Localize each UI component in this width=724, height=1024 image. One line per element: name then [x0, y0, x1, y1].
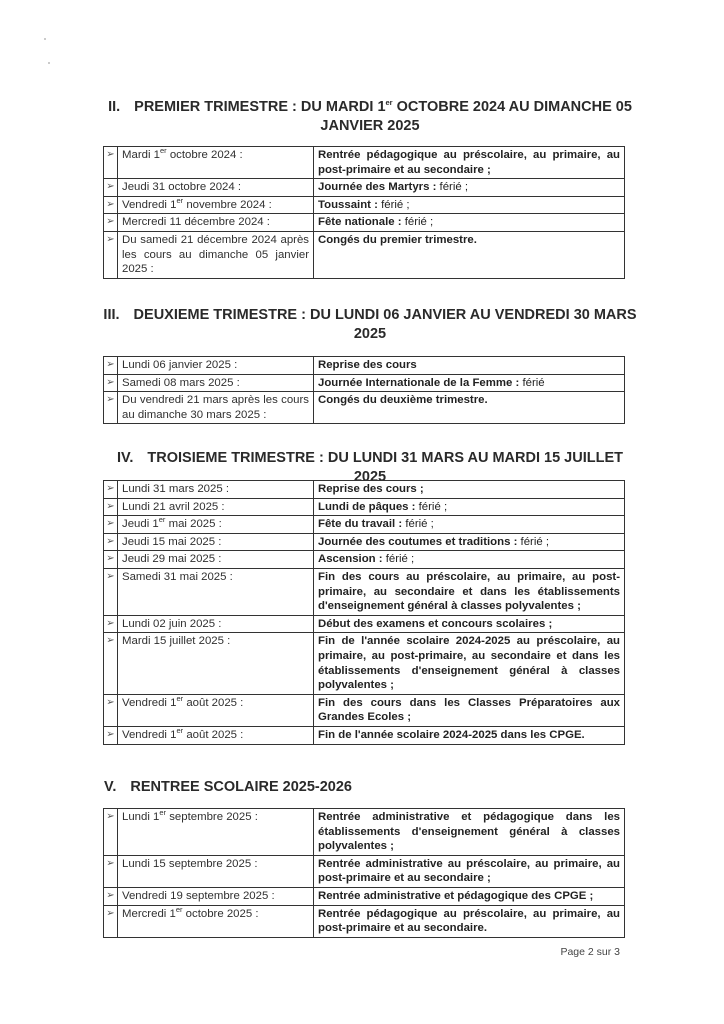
event-date-text: Jeudi 1er mai 2025 : [122, 515, 222, 531]
calendar-row [104, 551, 625, 569]
scan-speck [44, 38, 46, 40]
event-label: Rentrée pédagogique au préscolaire, au primaire, au post-primaire et au secondaire ; [318, 149, 620, 176]
event-date-text: Vendredi 1er août 2025 : [122, 693, 244, 709]
arrowhead-bullet-icon: ➢ [104, 516, 118, 534]
arrowhead-bullet-icon: ➢ [104, 551, 118, 569]
event-description [314, 568, 625, 615]
event-date-text: Du samedi 21 décembre 2024 après les cours au dimanche 05 janvier 2025 : [122, 233, 309, 276]
calendar-row [104, 533, 625, 551]
event-date-text: Samedi 31 mai 2025 : [122, 570, 233, 583]
arrowhead-bullet-icon: ➢ [104, 905, 118, 937]
scan-speck [48, 62, 50, 64]
event-description [314, 147, 625, 179]
event-description [314, 533, 625, 551]
event-date-text: Jeudi 15 mai 2025 : [122, 535, 222, 548]
event-label: Fête nationale : [318, 216, 402, 229]
calendar-row [104, 633, 625, 694]
calendar-row [104, 481, 625, 499]
event-status: férié ; [401, 216, 434, 229]
section-title-line1: PREMIER TRIMESTRE : DU MARDI 1er OCTOBRE 2024 AU DIMANCHE 05 [134, 98, 632, 115]
event-date [118, 855, 314, 887]
event-description [314, 392, 625, 424]
event-status: férié ; [382, 553, 415, 566]
event-label: Fin de l'année scolaire 2024-2025 au préscolaire, au primaire, au post-primaire, au secondaire et dans les établissements d'enseignement général à classes polyvalentes ; [318, 635, 620, 692]
calendar-row [104, 568, 625, 615]
event-date [118, 551, 314, 569]
event-status: férié ; [415, 500, 448, 513]
arrowhead-bullet-icon: ➢ [104, 196, 118, 214]
arrowhead-bullet-icon: ➢ [104, 214, 118, 232]
event-status: férié ; [402, 518, 434, 531]
event-label: Reprise des cours [318, 359, 417, 371]
arrowhead-bullet-icon: ➢ [104, 568, 118, 615]
event-label: Rentrée administrative au préscolaire, au primaire, au post-primaire et au secondaire ; [318, 857, 620, 885]
event-date-text: Lundi 1er septembre 2025 : [122, 808, 258, 823]
event-date [118, 498, 314, 516]
calendar-row [104, 214, 625, 232]
calendar-row [104, 887, 625, 905]
section-title [100, 98, 640, 136]
section-title [100, 306, 640, 344]
calendar-row [104, 694, 625, 726]
event-description [314, 481, 625, 499]
event-label: Lundi de pâques : [318, 500, 416, 513]
event-description [314, 214, 625, 232]
event-description [314, 374, 625, 392]
event-description [314, 726, 625, 744]
event-date-text: Du vendredi 21 mars après les cours au dimanche 30 mars 2025 : [122, 394, 309, 421]
event-date [118, 809, 314, 856]
calendar-row [104, 615, 625, 633]
section-number: II. [108, 99, 121, 115]
calendar-row [104, 809, 625, 856]
event-date-text: Mardi 15 juillet 2025 : [122, 635, 231, 648]
event-date-text: Jeudi 29 mai 2025 : [122, 553, 222, 566]
arrowhead-bullet-icon: ➢ [104, 855, 118, 887]
event-date-text: Lundi 31 mars 2025 : [122, 483, 230, 495]
event-label: Ascension : [318, 553, 383, 566]
event-label: Journée des coutumes et traditions : [318, 535, 518, 548]
arrowhead-bullet-icon: ➢ [104, 179, 118, 197]
event-date-text: Mercredi 1er octobre 2025 : [122, 904, 259, 920]
event-label: Fête du travail : [318, 518, 403, 531]
event-date [118, 694, 314, 726]
arrowhead-bullet-icon: ➢ [104, 481, 118, 499]
arrowhead-bullet-icon: ➢ [104, 533, 118, 551]
event-date-text: Vendredi 1er août 2025 : [122, 726, 244, 741]
event-label: Rentrée administrative et pédagogique dans les établissements d'enseignement général à classes polyvalentes ; [318, 811, 620, 853]
event-description [314, 905, 625, 937]
event-date [118, 615, 314, 633]
arrowhead-bullet-icon: ➢ [104, 231, 118, 278]
event-date [118, 633, 314, 694]
page-number: Page 2 sur 3 [560, 946, 620, 958]
calendar-table-trimester-3 [103, 480, 625, 745]
arrowhead-bullet-icon: ➢ [104, 147, 118, 179]
event-status: férié ; [517, 535, 550, 548]
event-status: férié [519, 376, 545, 389]
event-date [118, 392, 314, 424]
calendar-row [104, 196, 625, 214]
event-date [118, 726, 314, 744]
event-description [314, 809, 625, 856]
calendar-row [104, 855, 625, 887]
calendar-table-rentree [103, 808, 625, 938]
arrowhead-bullet-icon: ➢ [104, 392, 118, 424]
event-description [314, 694, 625, 726]
event-date [118, 214, 314, 232]
arrowhead-bullet-icon: ➢ [104, 498, 118, 516]
event-description [314, 855, 625, 887]
event-label: Reprise des cours ; [318, 483, 424, 495]
section-title-line1: TROISIEME TRIMESTRE : DU LUNDI 31 MARS AU MARDI 15 JUILLET 2025 [147, 450, 623, 485]
calendar-row [104, 357, 625, 375]
calendar-row [104, 392, 625, 424]
event-description [314, 498, 625, 516]
section-title-line1: RENTREE SCOLAIRE 2025-2026 [130, 779, 352, 795]
event-date [118, 568, 314, 615]
calendar-row [104, 147, 625, 179]
event-date [118, 357, 314, 375]
event-label: Journée des Martyrs : [318, 181, 437, 194]
event-status: férié ; [377, 198, 410, 211]
section-title-line1: DEUXIEME TRIMESTRE : DU LUNDI 06 JANVIER AU VENDREDI 30 MARS [133, 307, 637, 323]
event-label: Rentrée pédagogique au préscolaire, au primaire, au post-primaire et au secondaire. [318, 907, 620, 935]
section-title-line2: JANVIER 2025 [320, 118, 420, 134]
event-description [314, 179, 625, 197]
section-title-line2: 2025 [353, 326, 387, 342]
event-description [314, 357, 625, 375]
calendar-row [104, 374, 625, 392]
event-date-text: Lundi 15 septembre 2025 : [122, 857, 258, 870]
event-description [314, 551, 625, 569]
calendar-row [104, 905, 625, 937]
event-date-text: Mardi 1er octobre 2024 : [122, 146, 243, 161]
event-label: Toussaint : [318, 198, 378, 211]
event-label: Congés du deuxième trimestre. [318, 394, 488, 407]
event-label: Journée Internationale de la Femme : [318, 376, 520, 389]
arrowhead-bullet-icon: ➢ [104, 374, 118, 392]
calendar-row [104, 516, 625, 534]
event-date [118, 516, 314, 534]
section-number: V. [104, 779, 117, 795]
arrowhead-bullet-icon: ➢ [104, 633, 118, 694]
event-date [118, 374, 314, 392]
event-label: Rentrée administrative et pédagogique des CPGE ; [318, 889, 594, 902]
event-description [314, 516, 625, 534]
calendar-table-trimester-2 [103, 356, 625, 424]
event-date [118, 533, 314, 551]
section-title [104, 778, 644, 797]
event-date [118, 887, 314, 905]
event-label: Fin de l'année scolaire 2024-2025 dans les CPGE. [318, 728, 585, 741]
section-number: III. [103, 307, 120, 323]
event-date [118, 196, 314, 214]
section-number: IV. [117, 450, 134, 466]
event-date-text: Vendredi 19 septembre 2025 : [122, 889, 275, 902]
arrowhead-bullet-icon: ➢ [104, 694, 118, 726]
event-description [314, 615, 625, 633]
event-description [314, 887, 625, 905]
event-date [118, 179, 314, 197]
event-date [118, 481, 314, 499]
event-date-text: Lundi 06 janvier 2025 : [122, 359, 238, 371]
event-date-text: Vendredi 1er novembre 2024 : [122, 195, 272, 211]
event-label: Fin des cours au préscolaire, au primaire, au post-primaire, au secondaire et dans les établissements d'enseignement général à classes polyvalentes ; [318, 570, 620, 613]
event-status: férié ; [436, 181, 469, 194]
event-label: Congés du premier trimestre. [318, 233, 477, 246]
event-date [118, 231, 314, 278]
event-label: Début des examens et concours scolaires ; [318, 617, 553, 630]
arrowhead-bullet-icon: ➢ [104, 809, 118, 856]
calendar-row [104, 231, 625, 278]
event-date [118, 905, 314, 937]
event-date-text: Jeudi 31 octobre 2024 : [122, 181, 242, 194]
event-date-text: Lundi 21 avril 2025 : [122, 500, 225, 513]
arrowhead-bullet-icon: ➢ [104, 357, 118, 375]
calendar-row [104, 179, 625, 197]
event-date-text: Lundi 02 juin 2025 : [122, 617, 222, 630]
calendar-row [104, 498, 625, 516]
event-description [314, 231, 625, 278]
calendar-row [104, 726, 625, 744]
arrowhead-bullet-icon: ➢ [104, 887, 118, 905]
event-date [118, 147, 314, 179]
event-date-text: Samedi 08 mars 2025 : [122, 376, 240, 389]
event-label: Fin des cours dans les Classes Préparatoires aux Grandes Ecoles ; [318, 696, 620, 724]
arrowhead-bullet-icon: ➢ [104, 615, 118, 633]
event-description [314, 633, 625, 694]
event-date-text: Mercredi 11 décembre 2024 : [122, 216, 270, 229]
calendar-table-trimester-1 [103, 146, 625, 279]
event-description [314, 196, 625, 214]
arrowhead-bullet-icon: ➢ [104, 726, 118, 744]
